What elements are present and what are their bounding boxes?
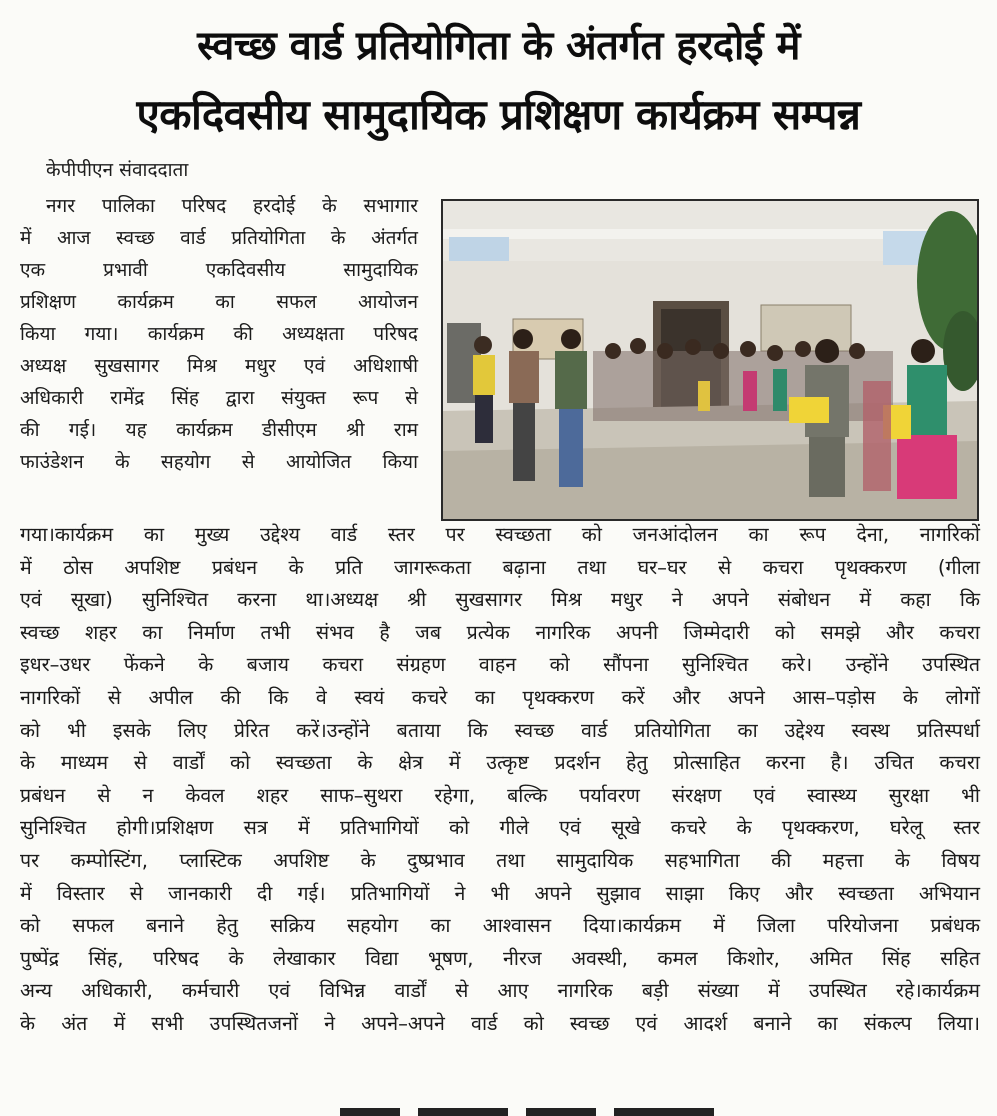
column-line: की गई। यह कार्यक्रम डीसीएम श्री राम bbox=[20, 419, 418, 441]
body-line: पर कम्पोस्टिंग, प्लास्टिक अपशिष्ट के दुष्प्रभाव तथा सामुदायिक सहभागिता की महत्ता के विषय bbox=[20, 848, 980, 872]
news-photo bbox=[441, 199, 979, 521]
body-line: में ठोस अपशिष्ट प्रबंधन के प्रति जागरूकता बढ़ाना तथा घर–घर से कचरा पृथक्करण (गीला bbox=[20, 555, 980, 579]
body-line: नागरिकों से अपील की कि वे स्वयं कचरे का पृथक्करण करें और अपने आस–पड़ोस के लोगों bbox=[20, 685, 980, 709]
body-line: एवं सूखा) सुनिश्चित करना था।अध्यक्ष श्री सुखसागर मिश्र मधुर ने अपने संबोधन में कहा कि bbox=[20, 588, 980, 612]
column-line: नगर पालिका परिषद हरदोई के सभागार bbox=[46, 195, 418, 217]
body-line: सुनिश्चित होगी।प्रशिक्षण सत्र में प्रतिभागियों को गीले एवं सूखे कचरे के पृथक्करण, घरेलू स्तर bbox=[20, 816, 980, 840]
article-full-width-text bbox=[20, 519, 980, 1041]
column-line: फाउंडेशन के सहयोग से आयोजित किया bbox=[20, 451, 418, 473]
body-line: के माध्यम से वार्डों को स्वच्छता के क्षेत्र में उत्कृष्ट प्रदर्शन हेतु प्रोत्साहित करना है। उचित कचरा bbox=[20, 751, 980, 775]
column-line: अध्यक्ष सुखसागर मिश्र मधुर एवं अधिशाषी bbox=[20, 355, 418, 377]
body-line: को भी इसके लिए प्रेरित करें।उन्होंने बताया कि स्वच्छ वार्ड प्रतियोगिता का उद्देश्य स्वस्थ प्रतिस्पर्धा bbox=[20, 718, 980, 742]
body-line: के अंत में सभी उपस्थितजनों ने अपने–अपने वार्ड को स्वच्छ एवं आदर्श बनाने का संकल्प लिया। bbox=[20, 1011, 980, 1035]
article-column-text bbox=[20, 190, 418, 478]
body-line: को सफल बनाने हेतु सक्रिय सहयोग का आश्वासन दिया।कार्यक्रम में जिला परियोजना प्रबंधक bbox=[20, 914, 980, 938]
column-line: किया गया। कार्यक्रम की अध्यक्षता परिषद bbox=[20, 323, 418, 345]
body-line: प्रबंधन से न केवल शहर साफ–सुथरा रहेगा, बल्कि पर्यावरण संरक्षण एवं स्वास्थ्य सुरक्षा भी bbox=[20, 783, 980, 807]
body-line: इधर–उधर फेंकने के बजाय कचरा संग्रहण वाहन को सौंपना सुनिश्चित करे। उन्होंने उपस्थित bbox=[20, 653, 980, 677]
column-line: प्रशिक्षण कार्यक्रम का सफल आयोजन bbox=[20, 291, 418, 313]
column-line: अधिकारी रामेंद्र सिंह द्वारा संयुक्त रूप से bbox=[20, 387, 418, 409]
body-line: में विस्तार से जानकारी दी गई। प्रतिभागियों ने भी अपने सुझाव साझा किए और स्वच्छता अभियान bbox=[20, 881, 980, 905]
body-line: अन्य अधिकारी, कर्मचारी एवं विभिन्न वार्डों से आए नागरिक बड़ी संख्या में उपस्थित रहे।कार्यक्रम bbox=[20, 979, 980, 1003]
body-line: स्वच्छ शहर का निर्माण तभी संभव है जब प्रत्येक नागरिक अपनी जिम्मेदारी को समझे और कचरा bbox=[20, 620, 980, 644]
column-line: में आज स्वच्छ वार्ड प्रतियोगिता के अंतर्गत bbox=[20, 227, 418, 249]
headline-line-2: एकदिवसीय सामुदायिक प्रशिक्षण कार्यक्रम सम्पन्न bbox=[136, 90, 861, 139]
column-line: एक प्रभावी एकदिवसीय सामुदायिक bbox=[20, 259, 418, 281]
previous-article-text-clip bbox=[0, 0, 997, 12]
byline: केपीपीएन संवाददाता bbox=[46, 159, 189, 181]
body-line: पुष्पेंद्र सिंह, परिषद के लेखाकार विद्या भूषण, नीरज अवस्थी, कमल किशोर, अमित सिंह सहित bbox=[20, 946, 980, 970]
group-photo-illustration bbox=[443, 201, 977, 519]
body-line: गया।कार्यक्रम का मुख्य उद्देश्य वार्ड स्तर पर स्वच्छता को जनआंदोलन का रूप देना, नागरिकों bbox=[20, 523, 980, 546]
next-article-heading-clip bbox=[340, 1108, 800, 1116]
headline-line-1: स्वच्छ वार्ड प्रतियोगिता के अंतर्गत हरदोई में bbox=[197, 23, 800, 69]
